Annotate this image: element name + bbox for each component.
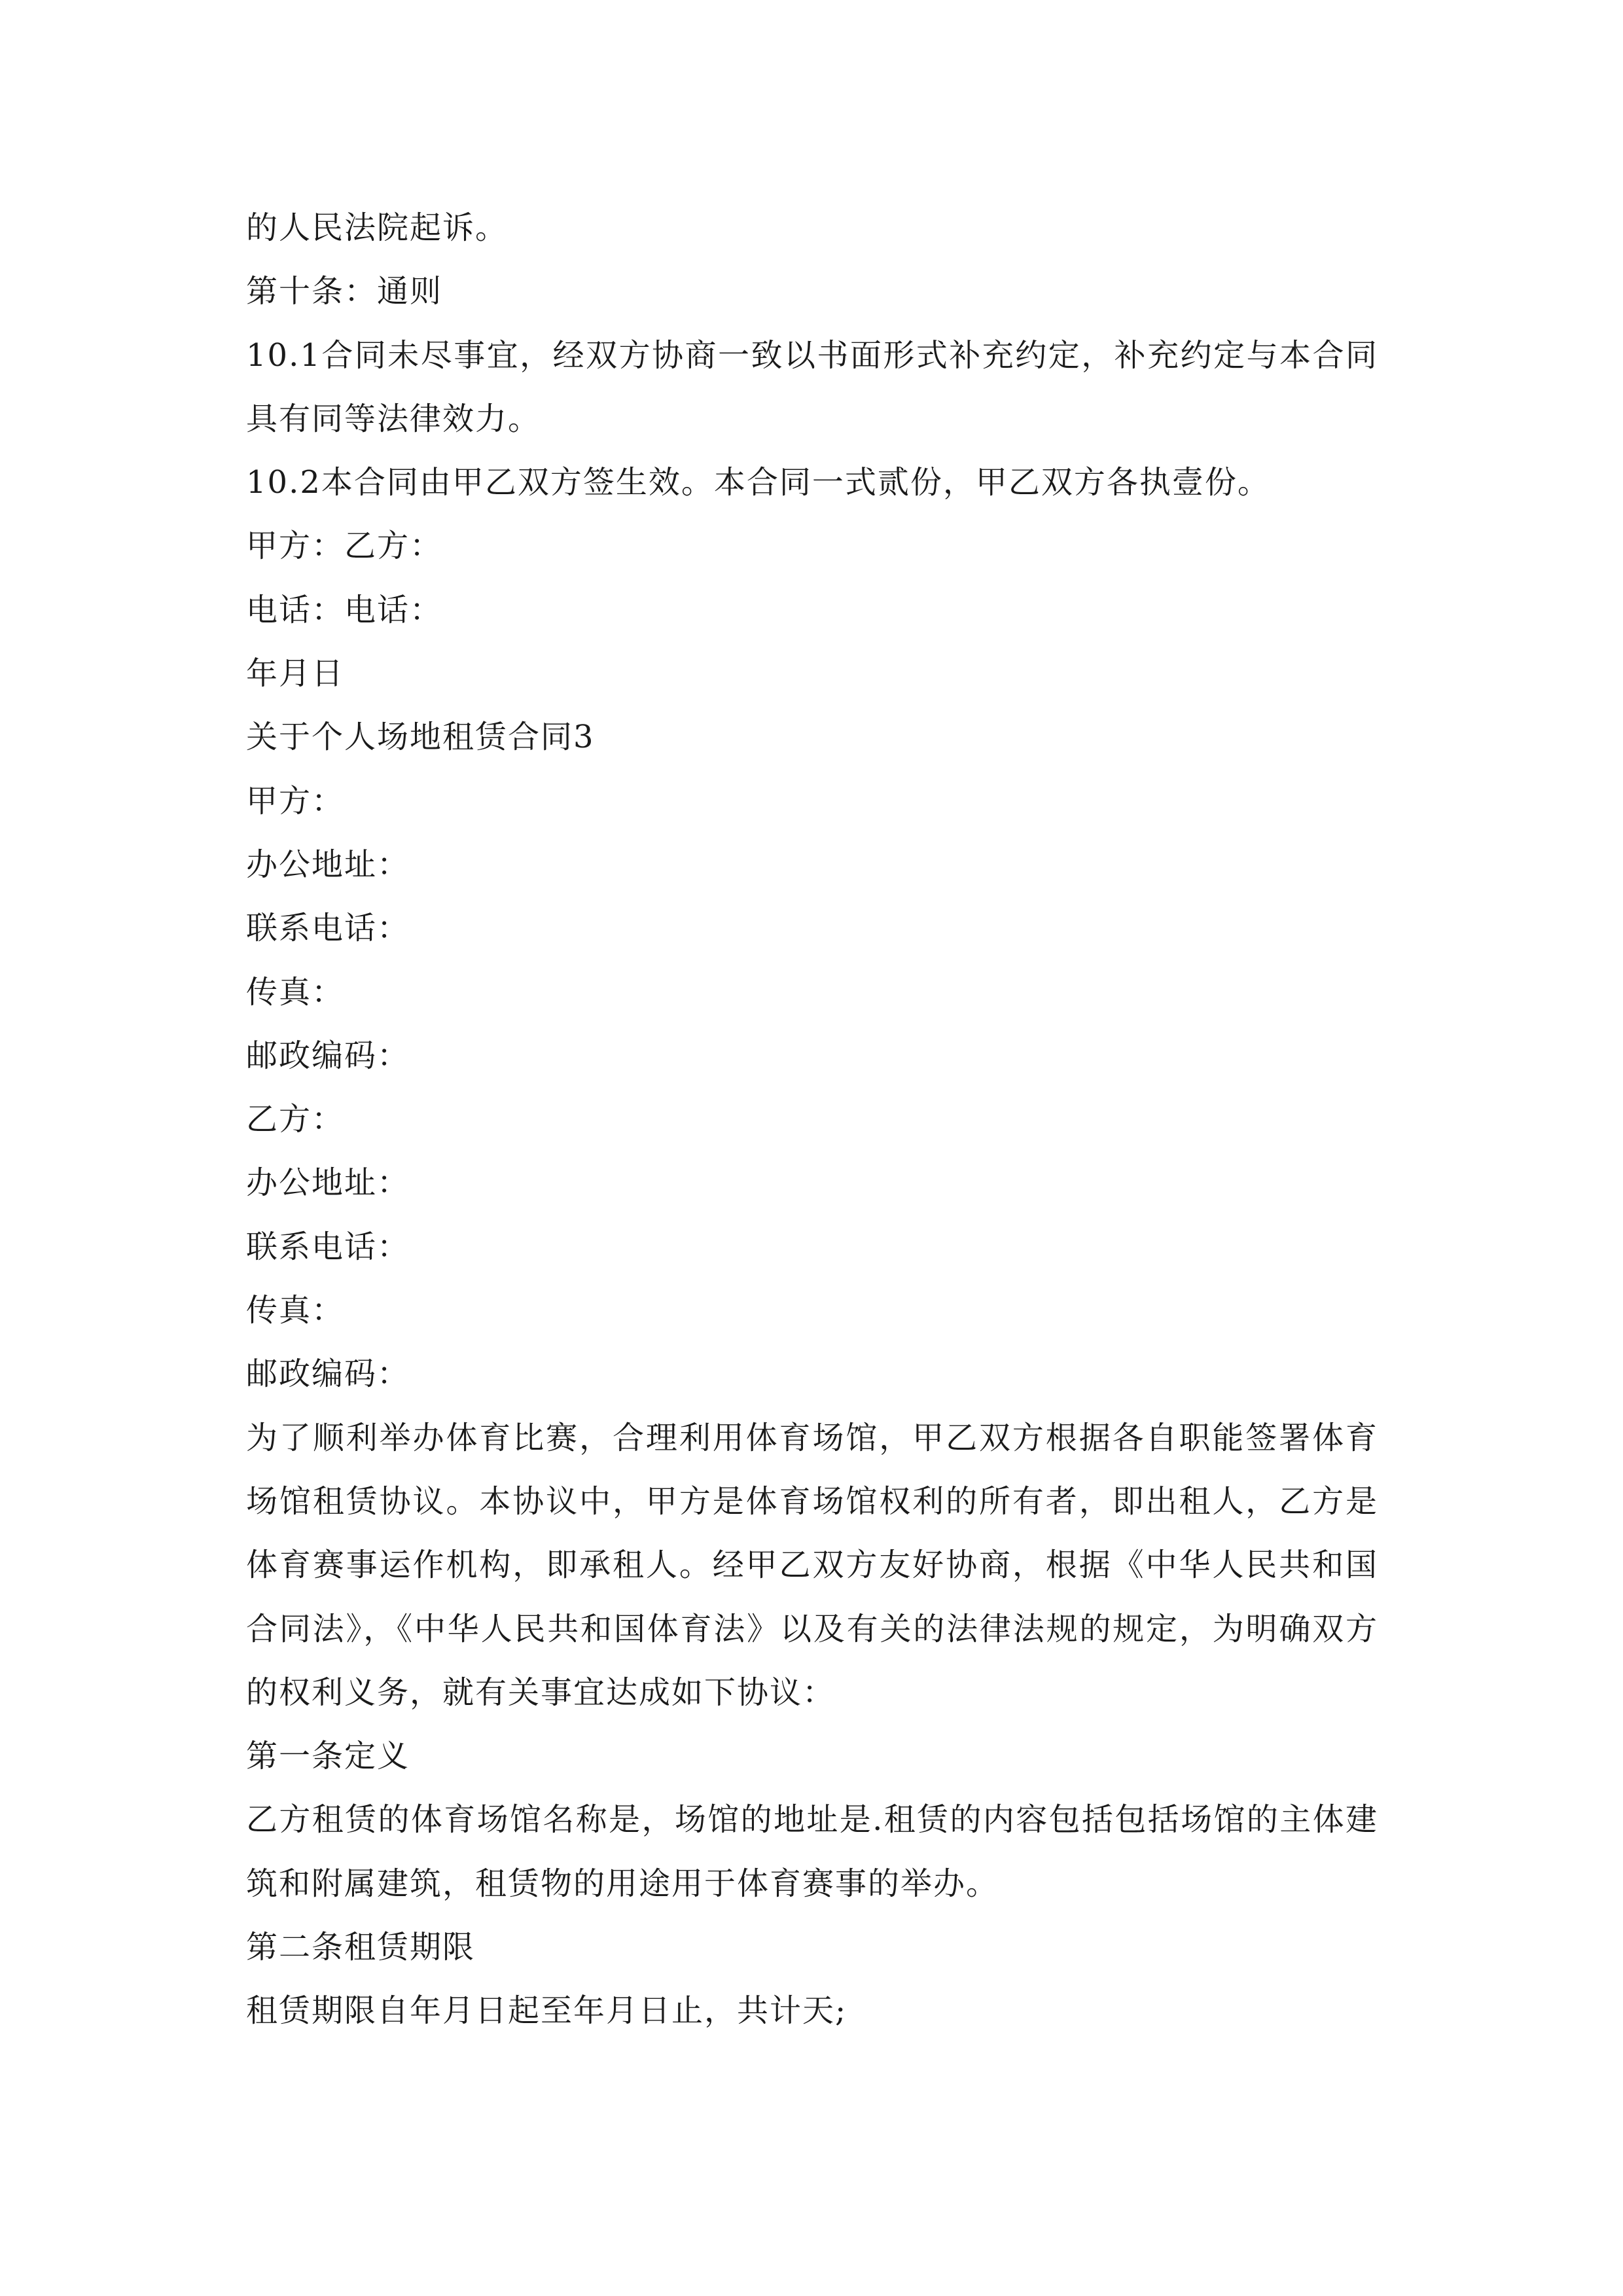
signature-date-line: 年月日 (246, 655, 345, 692)
party-b-phone: 联系电话： (246, 1228, 410, 1265)
heading-article-1: 第一条定义 (246, 1738, 410, 1775)
party-b-label: 乙方： (246, 1101, 345, 1138)
paragraph-10-2: 10.2本合同由甲乙双方签生效。本合同一式贰份，甲乙双方各执壹份。 (246, 464, 1270, 501)
contract-title: 关于个人场地租赁合同3 (246, 719, 595, 756)
heading-article-2: 第二条租赁期限 (246, 1929, 476, 1966)
party-a-label: 甲方： (246, 782, 345, 819)
article-1-body: 乙方租赁的体育场馆名称是，场馆的地址是.租赁的内容包括包括场馆的主体建筑和附属建筑，租赁物的用途用于体育赛事的举办。 (246, 1801, 1378, 1902)
article-2-body: 租赁期限自年月日起至年月日止，共计天; (246, 1992, 847, 2030)
party-a-address: 办公地址： (246, 846, 410, 883)
party-a-postcode: 邮政编码： (246, 1037, 410, 1074)
signature-phone-line: 电话：电话： (246, 591, 443, 628)
party-b-address: 办公地址： (246, 1164, 410, 1202)
paragraph-court-clause-end: 的人民法院起诉。 (246, 209, 508, 246)
preamble-paragraph: 为了顺利举办体育比赛，合理利用体育场馆，甲乙双方根据各自职能签署体育场馆租赁协议。本协议中，甲方是体育场馆权利的所有者，即出租人，乙方是体育赛事运作机构，即承租人。经甲乙双方友好协商，根据《中华人民共和国合同法》，《中华人民共和国体育法》以及有关的法律法规的规定，为明确双方的权利义务，就有关事宜达成如下协议： (246, 1419, 1378, 1711)
paragraph-10-1: 10.1合同未尽事宜，经双方协商一致以书面形式补充约定，补充约定与本合同具有同等法律效力。 (246, 336, 1378, 437)
heading-article-10: 第十条：通则 (246, 273, 443, 310)
party-b-fax: 传真： (246, 1292, 345, 1329)
signature-parties-line: 甲方：乙方： (246, 528, 443, 565)
document-body (246, 196, 1378, 2043)
party-a-fax: 传真： (246, 973, 345, 1011)
party-b-postcode: 邮政编码： (246, 1355, 410, 1393)
party-a-phone: 联系电话： (246, 910, 410, 947)
